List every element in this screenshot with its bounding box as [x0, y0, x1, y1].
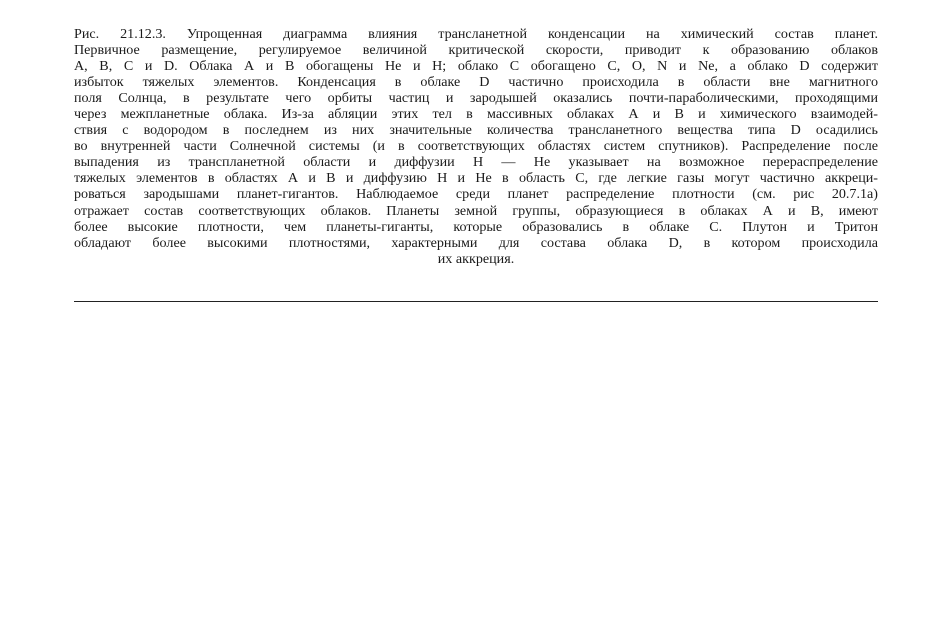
caption-line: А, В, С и D. Облака А и В обогащены Не и Н; облако С обогащено С, О, N и Ne, а облако D содержит	[74, 58, 878, 75]
caption-line: избыток тяжелых элементов. Конденсация в облаке D частично происходила в области вне магнитного	[74, 74, 878, 91]
figure-caption	[74, 26, 878, 267]
caption-line-last: их аккреция.	[437, 250, 515, 267]
caption-line: ствия с водородом в последнем из них значительные количества трансланетного вещества типа D осадились	[74, 122, 878, 139]
caption-line: через межпланетные облака. Из-за абляции этих тел в массивных облаках А и В и химического взаимодей-	[74, 106, 878, 123]
caption-line: более высокие плотности, чем планеты-гиганты, которые образовались в облаке С. Плутон и Тритон	[74, 218, 878, 235]
caption-line: Рис. 21.12.3. Упрощенная диаграмма влияния трансланетной конденсации на химический состав планет.	[74, 26, 878, 42]
horizontal-divider	[74, 301, 878, 302]
caption-line: поля Солнца, в результате чего орбиты частиц и зародышей оказались почти-параболическими, проходящими	[74, 90, 878, 107]
caption-line: отражает состав соответствующих облаков. Планеты земной группы, образующиеся в облаках А и В, имеют	[74, 202, 878, 219]
caption-line: обладают более высокими плотностями, характерными для состава облака D, в котором происходила	[74, 234, 878, 251]
caption-line: выпадения из транспланетной области и диффузии Н — Не указывает на возможное перераспределение	[74, 154, 878, 171]
caption-line: тяжелых элементов в областях А и В и диффузию Н и Не в область С, где легкие газы могут частично аккреци-	[74, 170, 878, 187]
caption-line: Первичное размещение, регулируемое величиной критической скорости, приводит к образованию облаков	[74, 42, 878, 59]
caption-line: во внутренней части Солнечной системы (и в соответствующих областях систем спутников). Распределение после	[74, 138, 878, 155]
caption-line: роваться зародышами планет-гигантов. Наблюдаемое среди планет распределение плотности (см. рис 20.7.1а)	[74, 186, 878, 203]
